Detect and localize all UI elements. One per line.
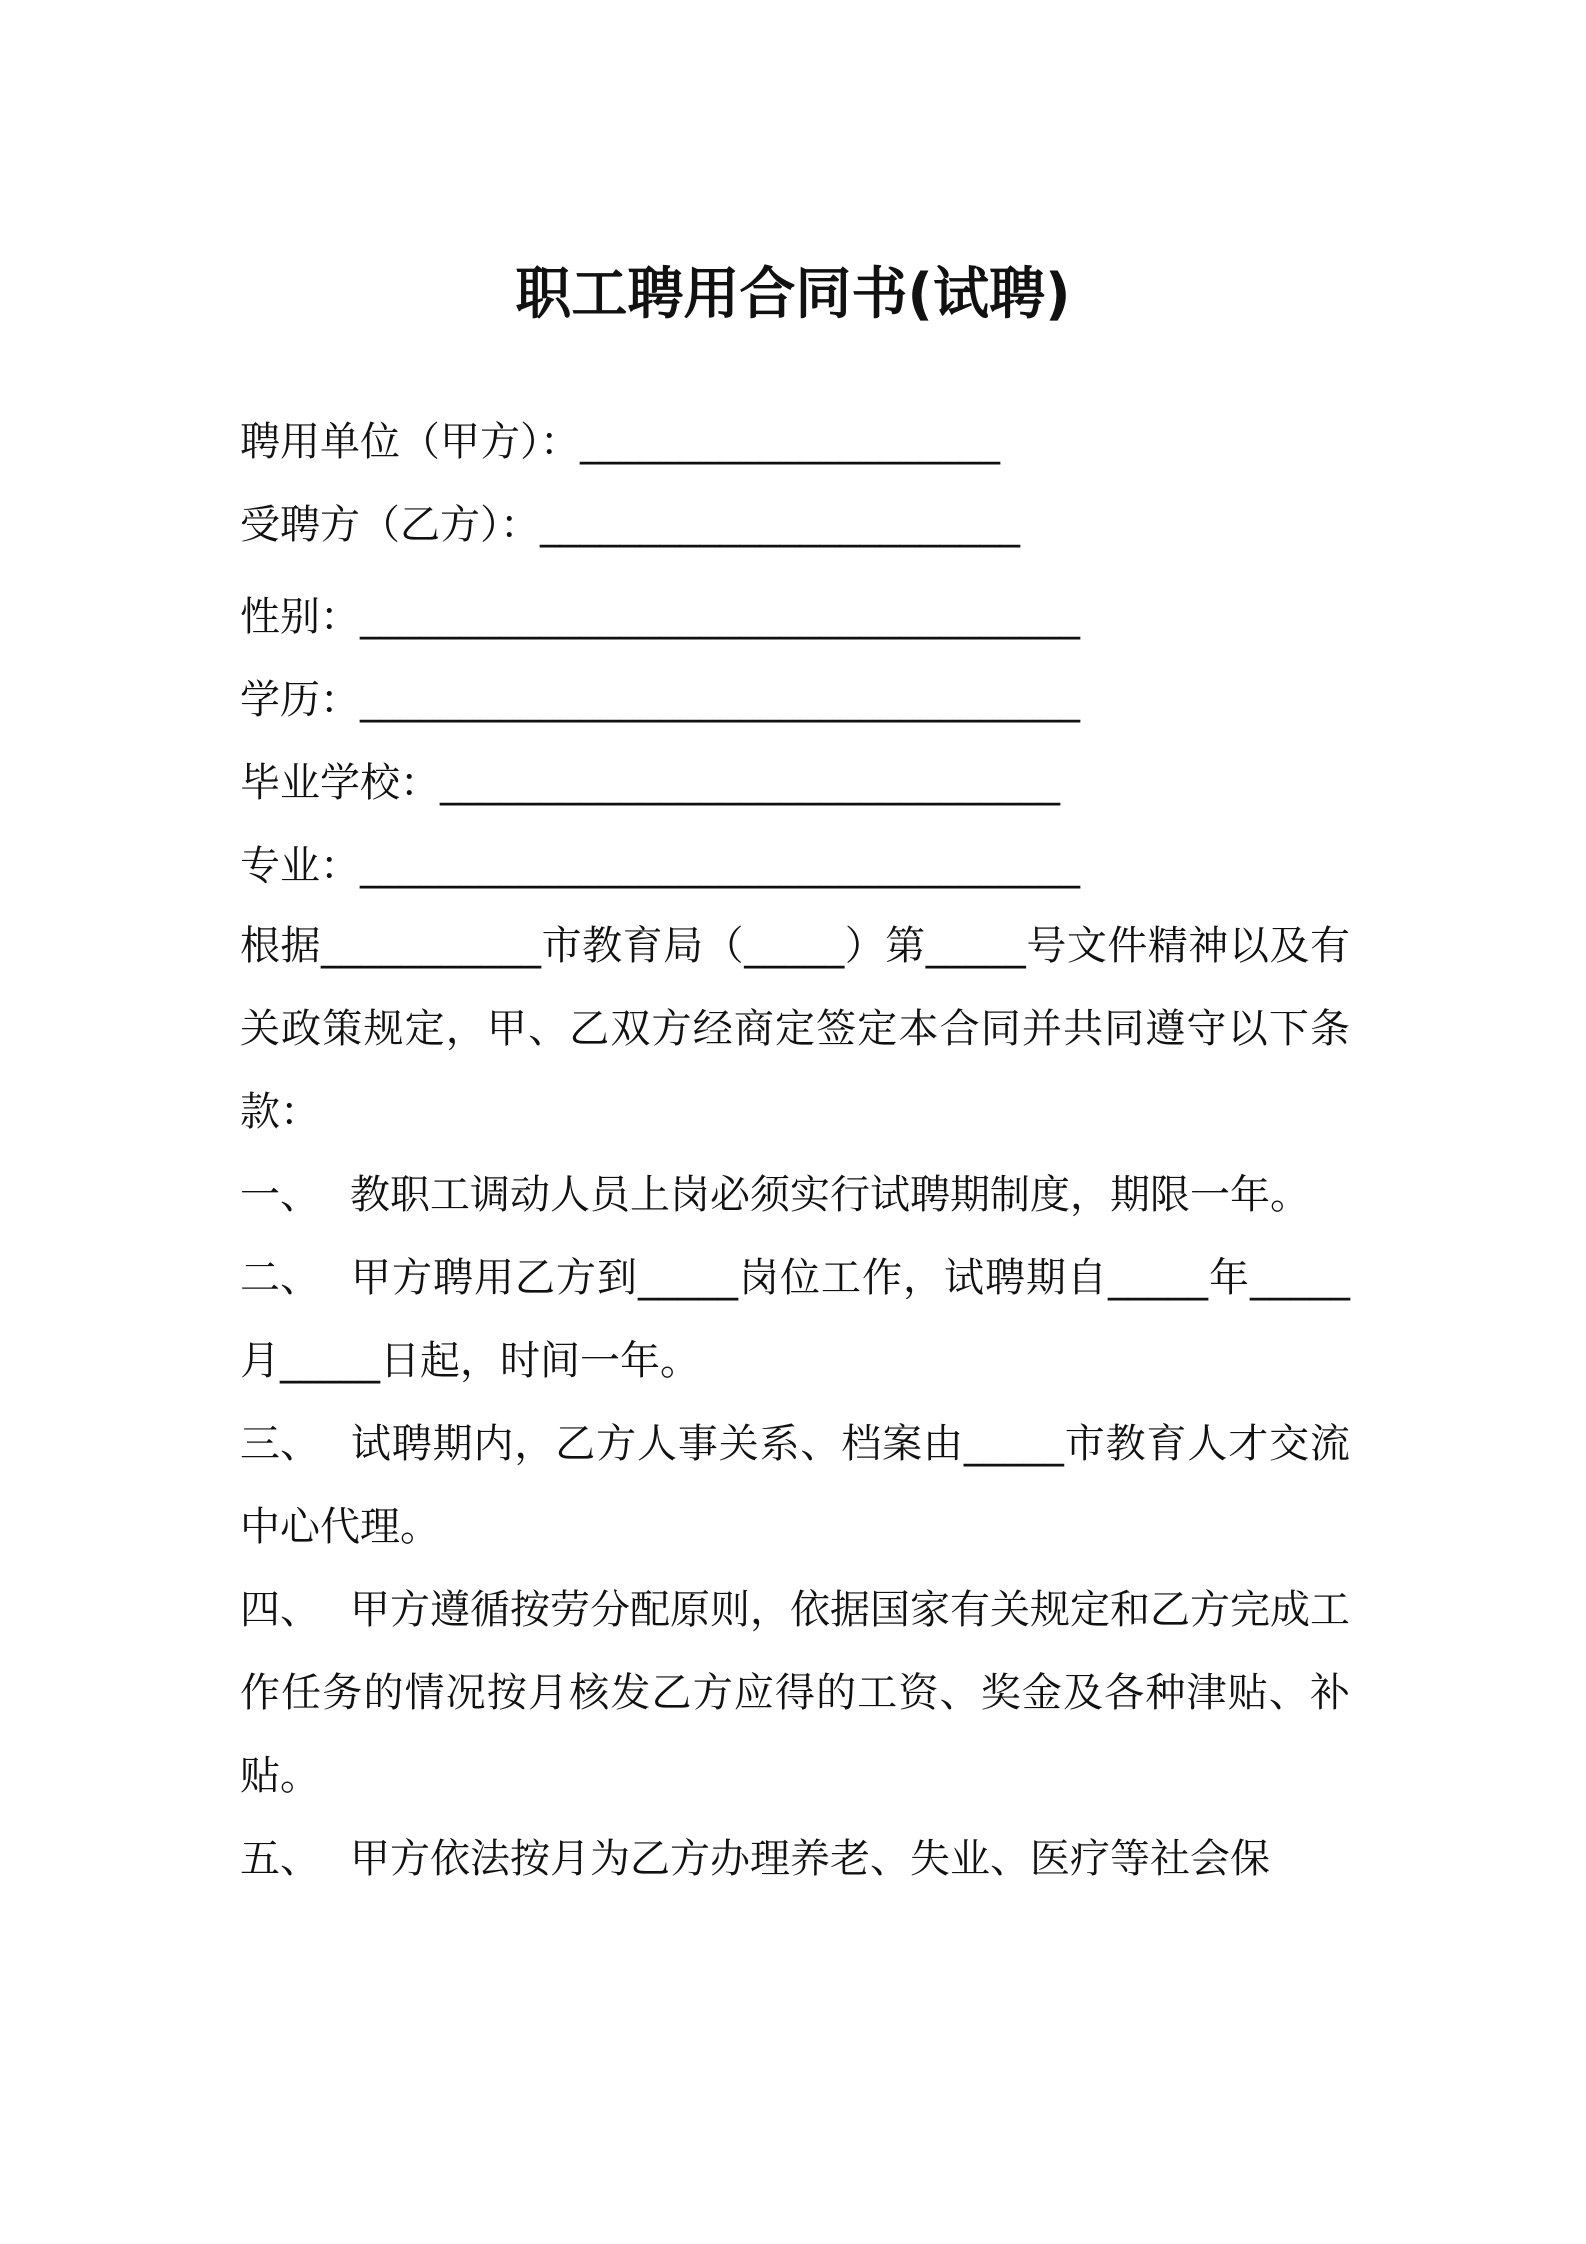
clause-number: 五、	[240, 1836, 320, 1882]
clause-text: 试聘期内，乙方人事关系、档案由_____市教育人才交流中心代理。	[240, 1421, 1350, 1550]
clause-number: 二、	[240, 1255, 320, 1301]
clause-text: 甲方聘用乙方到_____岗位工作，试聘期自_____年_____月_____日起，时间一年。	[240, 1255, 1350, 1384]
party-a-field: 聘用单位（甲方）：_____________________	[240, 419, 1000, 465]
clause-text: 甲方遵循按劳分配原则，依据国家有关规定和乙方完成工作任务的情况按月核发乙方应得的工资、奖金及各种津贴、补贴。	[240, 1587, 1350, 1799]
contract-body	[240, 905, 1350, 1901]
clause-number: 三、	[240, 1421, 320, 1467]
clause-1	[240, 1154, 1350, 1237]
gender-field: 性别：____________________________________	[240, 594, 1080, 640]
clause-text: 教职工调动人员上岗必须实行试聘期制度，期限一年。	[350, 1172, 1310, 1218]
party-b-field: 受聘方（乙方）：________________________	[240, 502, 1020, 548]
clause-5	[240, 1818, 1350, 1901]
clause-number: 四、	[240, 1587, 320, 1633]
clause-number: 一、	[240, 1172, 320, 1218]
clause-3	[240, 1403, 1350, 1569]
document-title: 职工聘用合同书(试聘)	[515, 262, 1071, 327]
education-field: 学历：____________________________________	[240, 677, 1080, 723]
school-field: 毕业学校：_______________________________	[240, 760, 1060, 806]
clause-2	[240, 1237, 1350, 1403]
preamble-paragraph: 根据___________市教育局（_____）第_____号文件精神以及有关政策规定，甲、乙双方经商定签定本合同并共同遵守以下条款：	[240, 923, 1350, 1135]
clause-4	[240, 1569, 1350, 1818]
major-field: 专业：____________________________________	[240, 843, 1080, 889]
clause-text: 甲方依法按月为乙方办理养老、失业、医疗等社会保	[350, 1836, 1270, 1882]
